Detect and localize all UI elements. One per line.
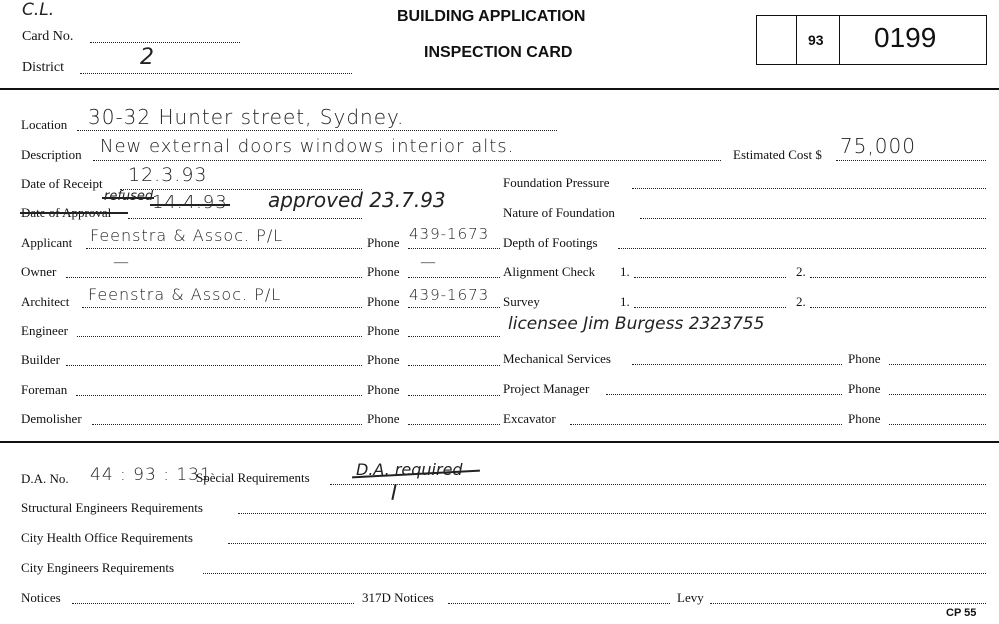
date-of-approval-strike xyxy=(20,212,128,214)
applicant-label: Applicant xyxy=(21,235,73,250)
survey-item-1: 1. xyxy=(620,294,630,309)
levy-label: Levy xyxy=(677,590,704,605)
engineer-label: Engineer xyxy=(21,323,68,338)
corner-note: C.L. xyxy=(22,0,55,20)
date-of-receipt-value: 12.3.93 xyxy=(128,164,208,186)
foreman-line xyxy=(76,395,362,396)
notices-317d-line xyxy=(448,603,670,604)
builder-line xyxy=(66,365,362,366)
special-requirements-line xyxy=(330,484,986,485)
excavator-label: Excavator xyxy=(503,411,556,426)
estimated-cost-label: Estimated Cost $ xyxy=(733,147,822,162)
architect-line xyxy=(82,307,362,308)
alignment-check-line-1 xyxy=(634,277,786,278)
foreman-phone-line xyxy=(408,395,500,396)
owner-line xyxy=(66,277,362,278)
refused-strike xyxy=(102,197,154,199)
owner-label: Owner xyxy=(21,264,57,279)
card-number-box xyxy=(756,15,987,65)
approval-date-strike xyxy=(150,204,230,206)
city-engineers-requirements-label: City Engineers Requirements xyxy=(21,560,175,575)
notices-317d-label: 317D Notices xyxy=(362,590,434,605)
alignment-check-item-1: 1. xyxy=(620,264,630,279)
mechanical-services-line xyxy=(632,364,842,365)
approval-struck-date: 14.4.93 xyxy=(152,192,228,213)
levy-line xyxy=(710,603,986,604)
applicant-phone-line xyxy=(408,248,500,249)
card-number: 0199 xyxy=(874,22,937,53)
alignment-check-line-2 xyxy=(810,277,986,278)
card-number-divider xyxy=(796,15,797,65)
notices-line xyxy=(72,603,354,604)
owner-phone-label: Phone xyxy=(367,264,400,279)
special-requirements-tick xyxy=(391,484,396,500)
card-year: 93 xyxy=(808,32,824,48)
mechanical-phone-line xyxy=(889,364,986,365)
demolisher-line xyxy=(92,424,362,425)
depth-of-footings-label: Depth of Footings xyxy=(503,235,598,250)
architect-phone-label: Phone xyxy=(367,294,400,309)
foreman-label: Foreman xyxy=(21,382,68,397)
estimated-cost-line xyxy=(836,160,986,161)
survey-line-1 xyxy=(634,307,786,308)
form-code: CP 55 xyxy=(946,607,977,619)
mechanical-phone-label: Phone xyxy=(848,351,881,366)
engineer-line xyxy=(77,336,362,337)
special-requirements-label: Spècial Requirements xyxy=(196,470,310,485)
estimated-cost-value: 75,000 xyxy=(840,134,916,158)
applicant-phone-value: 439-1673 xyxy=(409,225,490,243)
city-engineers-requirements-line xyxy=(203,573,986,574)
architect-phone-line xyxy=(408,307,500,308)
district-label: District xyxy=(22,60,64,75)
district-line xyxy=(80,73,352,74)
description-label: Description xyxy=(21,147,82,162)
lower-divider xyxy=(0,441,999,443)
date-of-approval-label: Date of Approval xyxy=(21,205,112,220)
card-no-label: Card No. xyxy=(22,29,74,44)
builder-phone-line xyxy=(408,365,500,366)
structural-requirements-line xyxy=(238,513,986,514)
builder-phone-label: Phone xyxy=(367,352,400,367)
survey-item-2: 2. xyxy=(796,294,806,309)
applicant-phone-label: Phone xyxy=(367,235,400,250)
mechanical-services-label: Mechanical Services xyxy=(503,351,611,366)
architect-value: Feenstra & Assoc. P/L xyxy=(88,285,282,304)
project-manager-label: Project Manager xyxy=(503,381,590,396)
architect-phone-value: 439-1673 xyxy=(409,286,490,304)
applicant-line xyxy=(86,248,362,249)
district-value: 2 xyxy=(140,45,154,70)
form-title: BUILDING APPLICATION xyxy=(397,8,586,25)
foundation-pressure-label: Foundation Pressure xyxy=(503,175,610,190)
engineer-phone-label: Phone xyxy=(367,323,400,338)
project-manager-phone-line xyxy=(889,394,986,395)
nature-of-foundation-line xyxy=(640,218,986,219)
alignment-check-item-2: 2. xyxy=(796,264,806,279)
notices-label: Notices xyxy=(21,590,61,605)
date-of-approval-line xyxy=(128,218,362,219)
survey-label: Survey xyxy=(503,294,540,309)
location-line xyxy=(77,130,557,131)
applicant-value: Feenstra & Assoc. P/L xyxy=(90,226,284,245)
owner-phone-line xyxy=(408,277,500,278)
demolisher-label: Demolisher xyxy=(21,411,82,426)
foundation-pressure-line xyxy=(632,188,986,189)
demolisher-phone-line xyxy=(408,424,500,425)
depth-of-footings-line xyxy=(618,248,986,249)
da-no-value: 44 : 93 : 131 xyxy=(90,465,212,485)
card-no-line xyxy=(90,42,240,43)
approval-refused-note: refused xyxy=(104,189,154,204)
owner-value: — xyxy=(113,252,130,271)
builder-label: Builder xyxy=(21,352,60,367)
health-requirements-label: City Health Office Requirements xyxy=(21,530,193,545)
excavator-phone-label: Phone xyxy=(848,411,881,426)
project-manager-line xyxy=(606,394,842,395)
excavator-line xyxy=(570,424,842,425)
header-divider xyxy=(0,88,999,90)
alignment-check-label: Alignment Check xyxy=(503,264,596,279)
owner-phone-value: — xyxy=(420,252,437,271)
special-requirements-value: D.A. required xyxy=(356,460,463,479)
da-no-label: D.A. No. xyxy=(21,471,69,486)
survey-line-2 xyxy=(810,307,986,308)
health-requirements-line xyxy=(228,543,986,544)
licensee-note: licensee Jim Burgess 2323755 xyxy=(508,314,765,334)
nature-of-foundation-label: Nature of Foundation xyxy=(503,205,615,220)
engineer-phone-line xyxy=(408,336,500,337)
architect-label: Architect xyxy=(21,294,70,309)
location-label: Location xyxy=(21,117,68,132)
project-manager-phone-label: Phone xyxy=(848,381,881,396)
form-subtitle: INSPECTION CARD xyxy=(424,44,573,61)
demolisher-phone-label: Phone xyxy=(367,411,400,426)
approval-note: approved 23.7.93 xyxy=(268,188,446,212)
excavator-phone-line xyxy=(889,424,986,425)
description-line xyxy=(93,160,721,161)
structural-requirements-label: Structural Engineers Requirements xyxy=(21,500,203,515)
location-value: 30-32 Hunter street, Sydney. xyxy=(88,105,405,129)
card-number-divider xyxy=(839,15,840,65)
foreman-phone-label: Phone xyxy=(367,382,400,397)
date-of-receipt-label: Date of Receipt xyxy=(21,176,103,191)
description-value: New external doors windows interior alts. xyxy=(100,136,515,157)
